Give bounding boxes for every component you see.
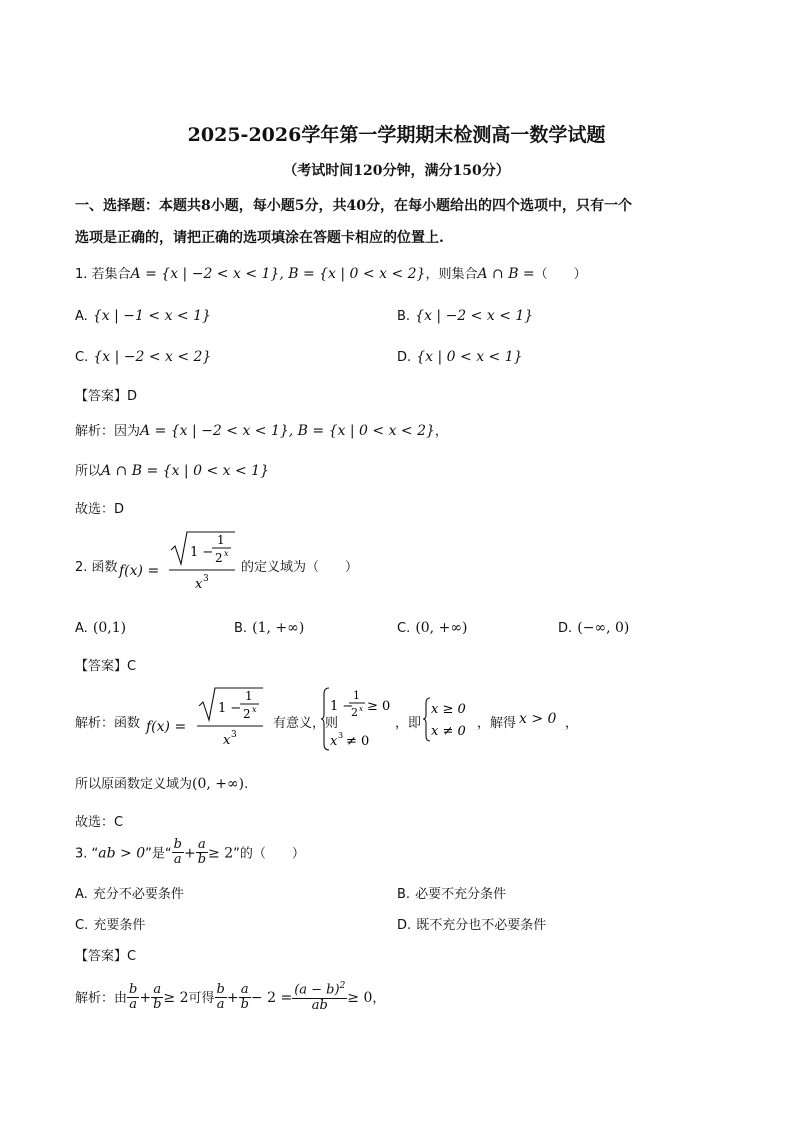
- q1-answer: 【答案】D: [75, 389, 138, 404]
- q2-option-c: [397, 617, 467, 636]
- plus: +: [183, 845, 196, 862]
- q2-prefix: 2. 函数: [75, 560, 118, 575]
- sys-2a: x: [330, 734, 338, 749]
- sol-text: 解析：因为: [75, 424, 141, 439]
- sol-frac-3: [215, 983, 227, 1013]
- sys-1a: 1 −: [330, 699, 354, 714]
- den-exp: 3: [231, 730, 237, 740]
- frac-den: b: [240, 996, 249, 1012]
- sys-2exp: 3: [338, 731, 344, 740]
- big-exp: 2: [339, 981, 346, 991]
- sys-frac-den: 2: [351, 706, 358, 719]
- sol-text: 所以原函数定义域为: [75, 777, 193, 792]
- frac-den: 2: [215, 551, 223, 565]
- ge2: ≥ 2: [208, 845, 234, 862]
- sol-frac-4: [239, 983, 251, 1013]
- q3-prefix: 3. “: [75, 846, 99, 862]
- sol-text: ，即: [395, 716, 422, 731]
- q2-option-a: [75, 617, 126, 636]
- q3-suffix: ”的（ ）: [233, 846, 305, 862]
- sol-text: 有意义，则: [273, 716, 339, 731]
- q2-solution-line2: [75, 773, 248, 792]
- option-value: (0, +∞): [415, 620, 468, 636]
- section-header-line2: 选项是正确的，请把正确的选项填涂在答题卡相应的位置上.: [75, 230, 444, 246]
- q1-ask-math: A ∩ B =: [477, 266, 535, 282]
- frac-num: 1: [217, 533, 225, 547]
- den-exp: 3: [203, 574, 209, 584]
- option-label: B.: [397, 887, 411, 902]
- q2-func: f(x) =: [119, 563, 160, 579]
- question-3-stem: [75, 838, 305, 868]
- option-value: (1, +∞): [252, 620, 305, 636]
- q3-cond: ab > 0: [98, 845, 146, 862]
- sol-text: 所以: [75, 464, 102, 479]
- option-value: {x | 0 < x < 1}: [416, 349, 523, 365]
- sol-math: A ∩ B = {x | 0 < x < 1}: [101, 463, 269, 479]
- q2-solution-line3: 故选：C: [75, 815, 124, 830]
- frac-num: a: [153, 981, 162, 997]
- ge2: ≥ 2: [163, 989, 189, 1006]
- sol-frac-2: [151, 983, 163, 1013]
- sol-frac-1: [127, 983, 139, 1013]
- page-title: 2025-2026学年第一学期期末检测高一数学试题: [187, 124, 606, 146]
- q1-ask-pre: ，则集合: [425, 267, 478, 282]
- frac-num: b: [216, 981, 225, 997]
- frac-den: a: [216, 996, 225, 1012]
- sys-3a: x ≥ 0: [431, 702, 466, 717]
- sol-formula: [195, 686, 265, 754]
- sys-3b: x ≠ 0: [431, 724, 466, 739]
- root-one: 1 −: [190, 545, 214, 560]
- sol-text: 解析：函数: [75, 716, 141, 731]
- q3-option-b: [397, 883, 506, 902]
- sol-math: x > 0: [519, 711, 557, 727]
- sys-frac-exp: x: [359, 705, 363, 713]
- q2-option-b: [234, 617, 304, 636]
- frac-num: b: [173, 837, 182, 852]
- exam-info: （考试时间120分钟，满分150分）: [283, 163, 510, 179]
- q2-answer: 【答案】C: [75, 659, 137, 674]
- sol-text: ，: [372, 990, 386, 1006]
- option-label: B.: [397, 309, 411, 324]
- option-value: (0,1): [92, 620, 127, 636]
- sys-frac-num: 1: [353, 689, 360, 702]
- option-label: A.: [75, 309, 88, 324]
- option-value: {x | −1 < x < 1}: [92, 308, 211, 324]
- frac-den: 2: [243, 707, 251, 721]
- q3-mid: ”是“: [145, 846, 172, 862]
- sol-text: 解析：由: [75, 990, 128, 1006]
- q3-solution-line1: [75, 982, 385, 1013]
- frac-den: b: [153, 996, 162, 1012]
- sol-math: (0, +∞): [192, 776, 245, 792]
- den-x: x: [223, 733, 231, 748]
- option-value: 充分不必要条件: [92, 887, 184, 902]
- option-label: B.: [234, 621, 248, 636]
- den-x: x: [195, 577, 203, 592]
- option-label: A.: [75, 621, 88, 636]
- big-num: (a − b): [294, 982, 340, 998]
- q2-option-d: [558, 617, 629, 636]
- sol-text: 可得: [188, 990, 215, 1006]
- q3-answer: 【答案】C: [75, 949, 137, 964]
- q3-option-d: [397, 914, 546, 933]
- frac-num: a: [240, 981, 249, 997]
- q1-solution-line3: 故选：D: [75, 502, 125, 517]
- option-label: A.: [75, 887, 88, 902]
- q2-formula: [167, 530, 237, 600]
- sys-2b: ≠ 0: [346, 734, 370, 749]
- option-label: C.: [75, 918, 89, 933]
- frac-den: a: [173, 852, 182, 868]
- sol-text: .: [244, 777, 249, 792]
- sol-func: f(x) =: [146, 719, 187, 735]
- q1-option-c: [75, 346, 211, 365]
- q1-prefix: 1. 若集合: [75, 267, 131, 282]
- q3-option-a: [75, 883, 184, 902]
- q1-ask-end: （ ）: [534, 267, 587, 282]
- section-header-line1: 一、选择题：本题共8小题，每小题5分，共40分，在每小题给出的四个选项中，只有一个: [75, 198, 632, 214]
- option-label: D.: [397, 918, 412, 933]
- frac-num: b: [129, 981, 138, 997]
- frac-den: b: [197, 852, 207, 868]
- q1-solution-line1: [75, 420, 448, 439]
- option-value: {x | −2 < x < 2}: [93, 349, 212, 365]
- frac-den: a: [129, 996, 138, 1012]
- q1-sets: A = {x | −2 < x < 1}, B = {x | 0 < x < 2}: [130, 266, 426, 282]
- q3-frac-1: [172, 838, 184, 868]
- q1-solution-line2: [75, 460, 269, 479]
- option-label: C.: [397, 621, 411, 636]
- plus: +: [139, 989, 152, 1006]
- option-value: (−∞, 0): [577, 620, 630, 636]
- root-one: 1 −: [218, 701, 242, 716]
- frac-exp: x: [252, 705, 257, 714]
- ge0: ≥ 0: [347, 989, 373, 1006]
- frac-exp: x: [224, 549, 229, 558]
- option-value: 必要不充分条件: [415, 887, 507, 902]
- minus-two: − 2 =: [250, 989, 293, 1006]
- q3-frac-2: [196, 838, 208, 868]
- frac-num: 1: [245, 689, 253, 703]
- question-1-stem: [75, 263, 587, 282]
- sol-text: ，: [565, 716, 579, 731]
- sys-1b: ≥ 0: [367, 699, 391, 714]
- q2-suffix: 的定义域为（ ）: [241, 560, 359, 575]
- option-label: D.: [558, 621, 573, 636]
- q1-option-a: [75, 305, 211, 324]
- sol-text: ，: [434, 424, 448, 439]
- frac-num: a: [197, 837, 206, 852]
- option-value: {x | −2 < x < 1}: [415, 308, 534, 324]
- q3-option-c: [75, 914, 145, 933]
- sol-system-2: [423, 696, 475, 744]
- option-value: 既不充分也不必要条件: [416, 918, 547, 933]
- option-label: C.: [75, 350, 89, 365]
- question-2-stem: [75, 530, 375, 600]
- sol-math: A = {x | −2 < x < 1}, B = {x | 0 < x < 2}: [140, 423, 435, 439]
- q1-option-d: [397, 346, 523, 365]
- q2-solution-line1: [75, 684, 579, 754]
- plus: +: [226, 989, 239, 1006]
- option-label: D.: [397, 350, 412, 365]
- big-den: ab: [311, 997, 328, 1013]
- sol-big-frac: [292, 982, 347, 1013]
- sol-system-1: [321, 684, 391, 754]
- sol-text: ，解得: [477, 716, 517, 731]
- q1-option-b: [397, 305, 533, 324]
- option-value: 充要条件: [93, 918, 146, 933]
